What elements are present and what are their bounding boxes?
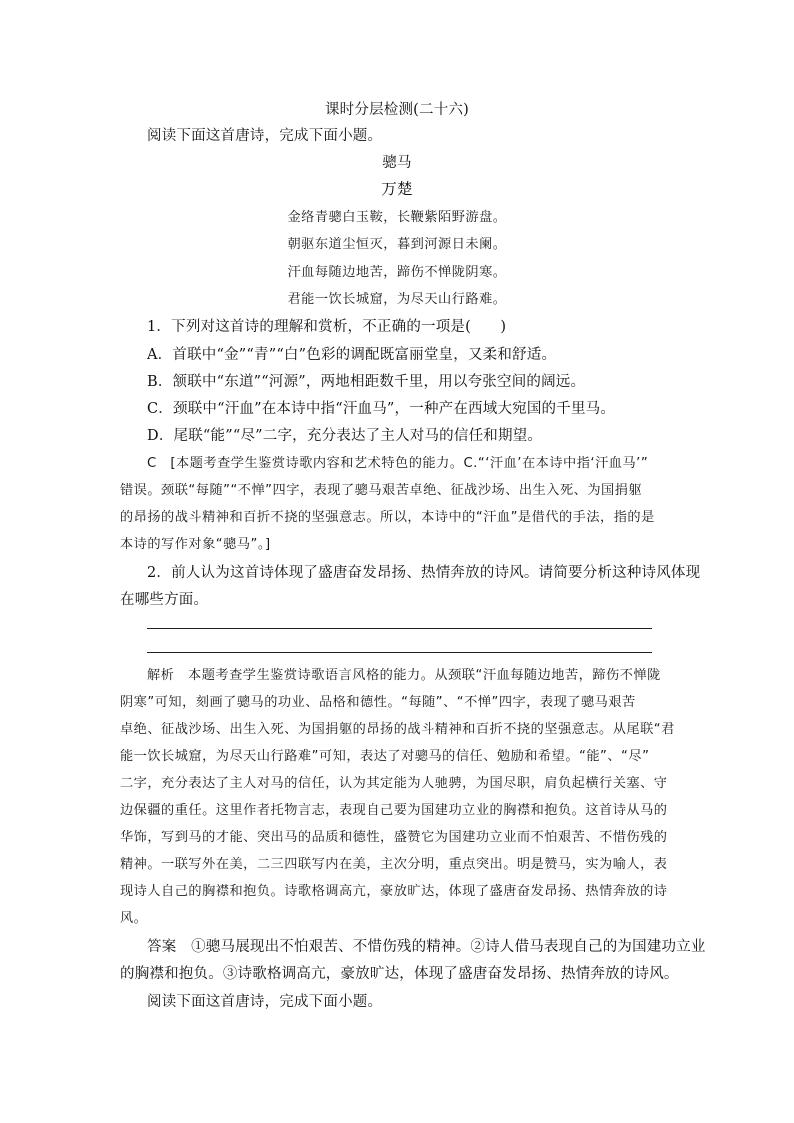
question-1-option-d: D．尾联“能”“尽”二字，充分表达了主人对马的信任和期望。 bbox=[147, 428, 543, 444]
question-1-option-a: A．首联中“金”“青”“白”色彩的调配既富丽堂皇，又柔和舒适。 bbox=[147, 347, 557, 363]
answer-line bbox=[147, 628, 652, 629]
analysis-line: 二字，充分表达了主人对马的信任，认为其定能为人驰骋，为国尽职，肩负起横行关塞、守 bbox=[120, 776, 668, 791]
answer-line bbox=[147, 652, 652, 653]
answer-text-line: 的胸襟和抱负。③诗歌格调高亢，豪放旷达，体现了盛唐奋发昂扬、热情奔放的诗风。 bbox=[120, 966, 679, 982]
analysis-line: 阴寒”可知，刻画了骢马的功业、品格和德性。“每随”、“不惮”四字，表现了骢马艰苦 bbox=[120, 695, 636, 710]
analysis-line: 卓绝、征战沙场、出生入死、为国捐躯的昂扬的战斗精神和百折不挠的坚强意志。从尾联“君 bbox=[120, 722, 675, 737]
poem-line: 汗血每随边地苦，蹄伤不惮陇阴寒。 bbox=[287, 265, 507, 280]
poem-author: 万楚 bbox=[381, 180, 413, 198]
analysis-line: 华饰，写到马的才能、突出马的品质和德性，盛赞它为国建功立业而不怕艰苦、不惜伤残的 bbox=[120, 830, 668, 845]
question-1-option-b: B．颔联中“东道”“河源”，两地相距数千里，用以夸张空间的阔远。 bbox=[147, 374, 586, 390]
poem-line: 金络青骢白玉鞍，长鞭紫陌野游盘。 bbox=[287, 210, 507, 225]
analysis-line: 精神。一联写外在美，二三四联写内在美，主次分明，重点突出。明是赞马，实为喻人，表 bbox=[120, 857, 668, 872]
answer-text-line: 答案 ①骢马展现出不怕艰苦、不惜伤残的精神。②诗人借马表现自己的为国建功立业 bbox=[147, 939, 706, 955]
analysis-line: 边保疆的重任。这里作者托物言志，表现自己要为国建功立业的胸襟和抱负。这首诗从马的 bbox=[120, 803, 668, 818]
analysis-line: 解析 本题考查学生鉴赏诗歌语言风格的能力。从颈联“汗血每随边地苦，蹄伤不惮陇 bbox=[147, 668, 661, 683]
poem-line: 君能一饮长城窟，为尽天山行路难。 bbox=[287, 292, 507, 307]
question-1-explanation-line: 本诗的写作对象“骢马”。] bbox=[120, 537, 271, 552]
analysis-line: 能一饮长城窟，为尽天山行路难”可知，表达了对骢马的信任、勉励和希望。“能”、“尽” bbox=[120, 749, 650, 764]
analysis-line: 风。 bbox=[120, 911, 148, 926]
page-title: 课时分层检测(二十六) bbox=[324, 102, 469, 118]
poem-line: 朝驱东道尘恒灭，暮到河源日未阑。 bbox=[287, 237, 507, 252]
analysis-line: 现诗人自己的胸襟和抱负。诗歌格调高亢，豪放旷达，体现了盛唐奋发昂扬、热情奔放的诗 bbox=[120, 884, 668, 899]
question-1-option-c: C．颈联中“汗血”在本诗中指“汗血马”，一种产在西域大宛国的千里马。 bbox=[147, 401, 616, 417]
question-1-explanation-line: 错误。颈联“每随”“不惮”四字，表现了骢马艰苦卓绝、征战沙场、出生入死、为国捐躯 bbox=[120, 483, 643, 498]
question-2-stem-line: 2．前人认为这首诗体现了盛唐奋发昂扬、热情奔放的诗风。请简要分析这种诗风体现 bbox=[147, 565, 701, 581]
poem-title: 骢马 bbox=[382, 155, 412, 171]
question-1-explanation-line: 的昂扬的战斗精神和百折不挠的坚强意志。所以，本诗中的“汗血”是借代的手法，指的是 bbox=[120, 510, 655, 525]
question-1-stem: 1．下列对这首诗的理解和赏析，不正确的一项是( ) bbox=[147, 319, 507, 335]
question-1-explanation-line: C [本题考查学生鉴赏诗歌内容和艺术特色的能力。C.“‘汗血’在本诗中指‘汗血马’” bbox=[147, 456, 649, 471]
reading-instruction: 阅读下面这首唐诗，完成下面小题。 bbox=[147, 128, 383, 144]
closing-instruction: 阅读下面这首唐诗，完成下面小题。 bbox=[147, 994, 383, 1010]
question-2-stem-line: 在哪些方面。 bbox=[120, 592, 209, 608]
